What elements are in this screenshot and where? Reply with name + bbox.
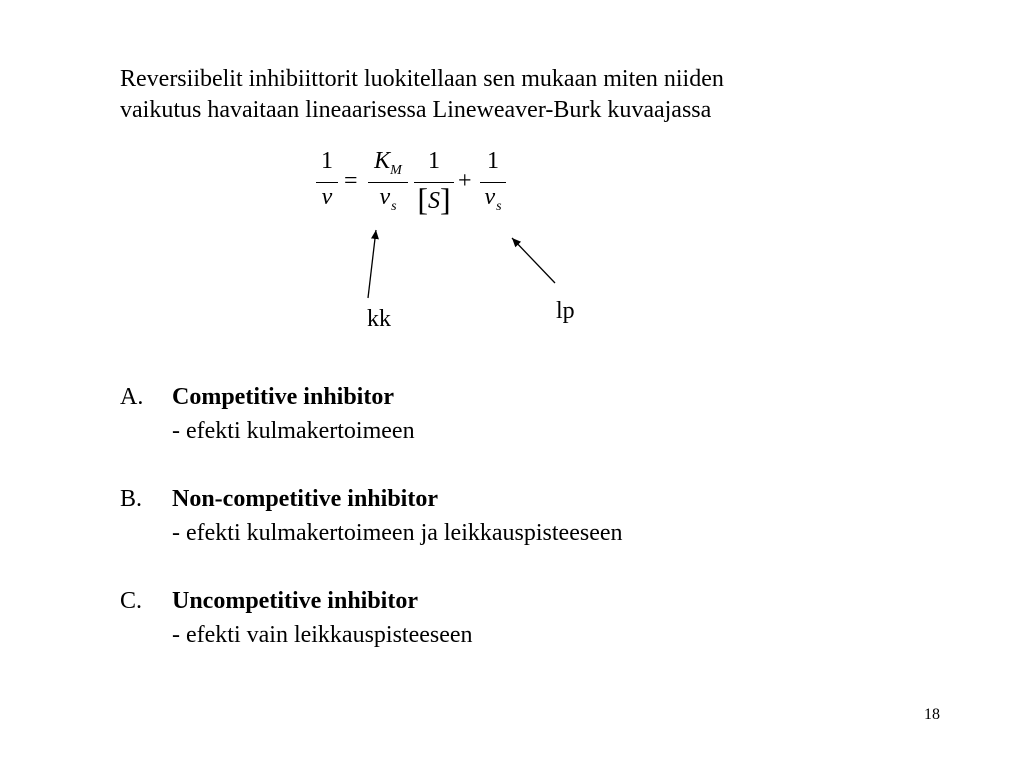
s-fraction-numerator: 1 [428, 148, 440, 174]
km-fraction-bar [368, 182, 408, 183]
km-letter: K [374, 148, 391, 174]
substrate-concentration [414, 181, 454, 217]
km-subscript: M [390, 163, 402, 178]
lhs-fraction [316, 148, 338, 212]
intercept-label: lp [556, 298, 575, 324]
slope-label: kk [367, 306, 391, 332]
list-item-uncompetitive [120, 584, 920, 652]
list-item-title: Competitive inhibitor [172, 384, 394, 410]
last-vs-subscript: s [496, 199, 502, 214]
one-over-vs-fraction [480, 148, 506, 212]
substrate-letter: S [428, 188, 440, 214]
intro-text [120, 64, 880, 126]
last-numerator: 1 [487, 148, 499, 174]
plus-sign: + [458, 168, 472, 194]
list-item-description: - efekti kulmakertoimeen ja leikkauspisteeseen [172, 520, 623, 546]
slope-arrow [368, 230, 376, 298]
vs-term [368, 184, 408, 214]
vs-subscript: s [391, 199, 397, 214]
list-marker: C. [120, 588, 143, 614]
list-marker: A. [120, 384, 144, 410]
open-bracket: [ [417, 181, 428, 217]
equals-sign: = [344, 168, 358, 194]
last-vs-letter: v [484, 184, 496, 210]
last-fraction-bar [480, 182, 506, 183]
list-item-competitive [120, 380, 920, 448]
intercept-arrow [512, 238, 555, 283]
list-item-description: - efekti kulmakertoimeen [172, 418, 415, 444]
km-term [368, 148, 408, 178]
km-over-vs-fraction [368, 148, 408, 212]
page-number: 18 [924, 706, 940, 723]
lhs-fraction-bar [316, 182, 338, 183]
list-item-title: Uncompetitive inhibitor [172, 588, 418, 614]
list-item-title: Non-competitive inhibitor [172, 486, 438, 512]
list-item-non-competitive [120, 482, 920, 550]
lhs-denominator: v [321, 184, 333, 210]
last-vs-term [480, 184, 506, 214]
lhs-numerator: 1 [321, 148, 333, 174]
vs-letter: v [379, 184, 391, 210]
list-item-description: - efekti vain leikkauspisteeseen [172, 622, 473, 648]
intro-line-2: vaikutus havaitaan lineaarisessa Lineweaver-Burk kuvaajassa [120, 97, 712, 123]
intro-line-1: Reversiibelit inhibiittorit luokitellaan sen mukaan miten niiden [120, 66, 724, 92]
list-marker: B. [120, 486, 143, 512]
inhibitor-list [120, 380, 920, 686]
one-over-s-fraction [414, 148, 454, 217]
lineweaver-burk-equation [300, 148, 560, 238]
close-bracket: ] [440, 181, 451, 217]
